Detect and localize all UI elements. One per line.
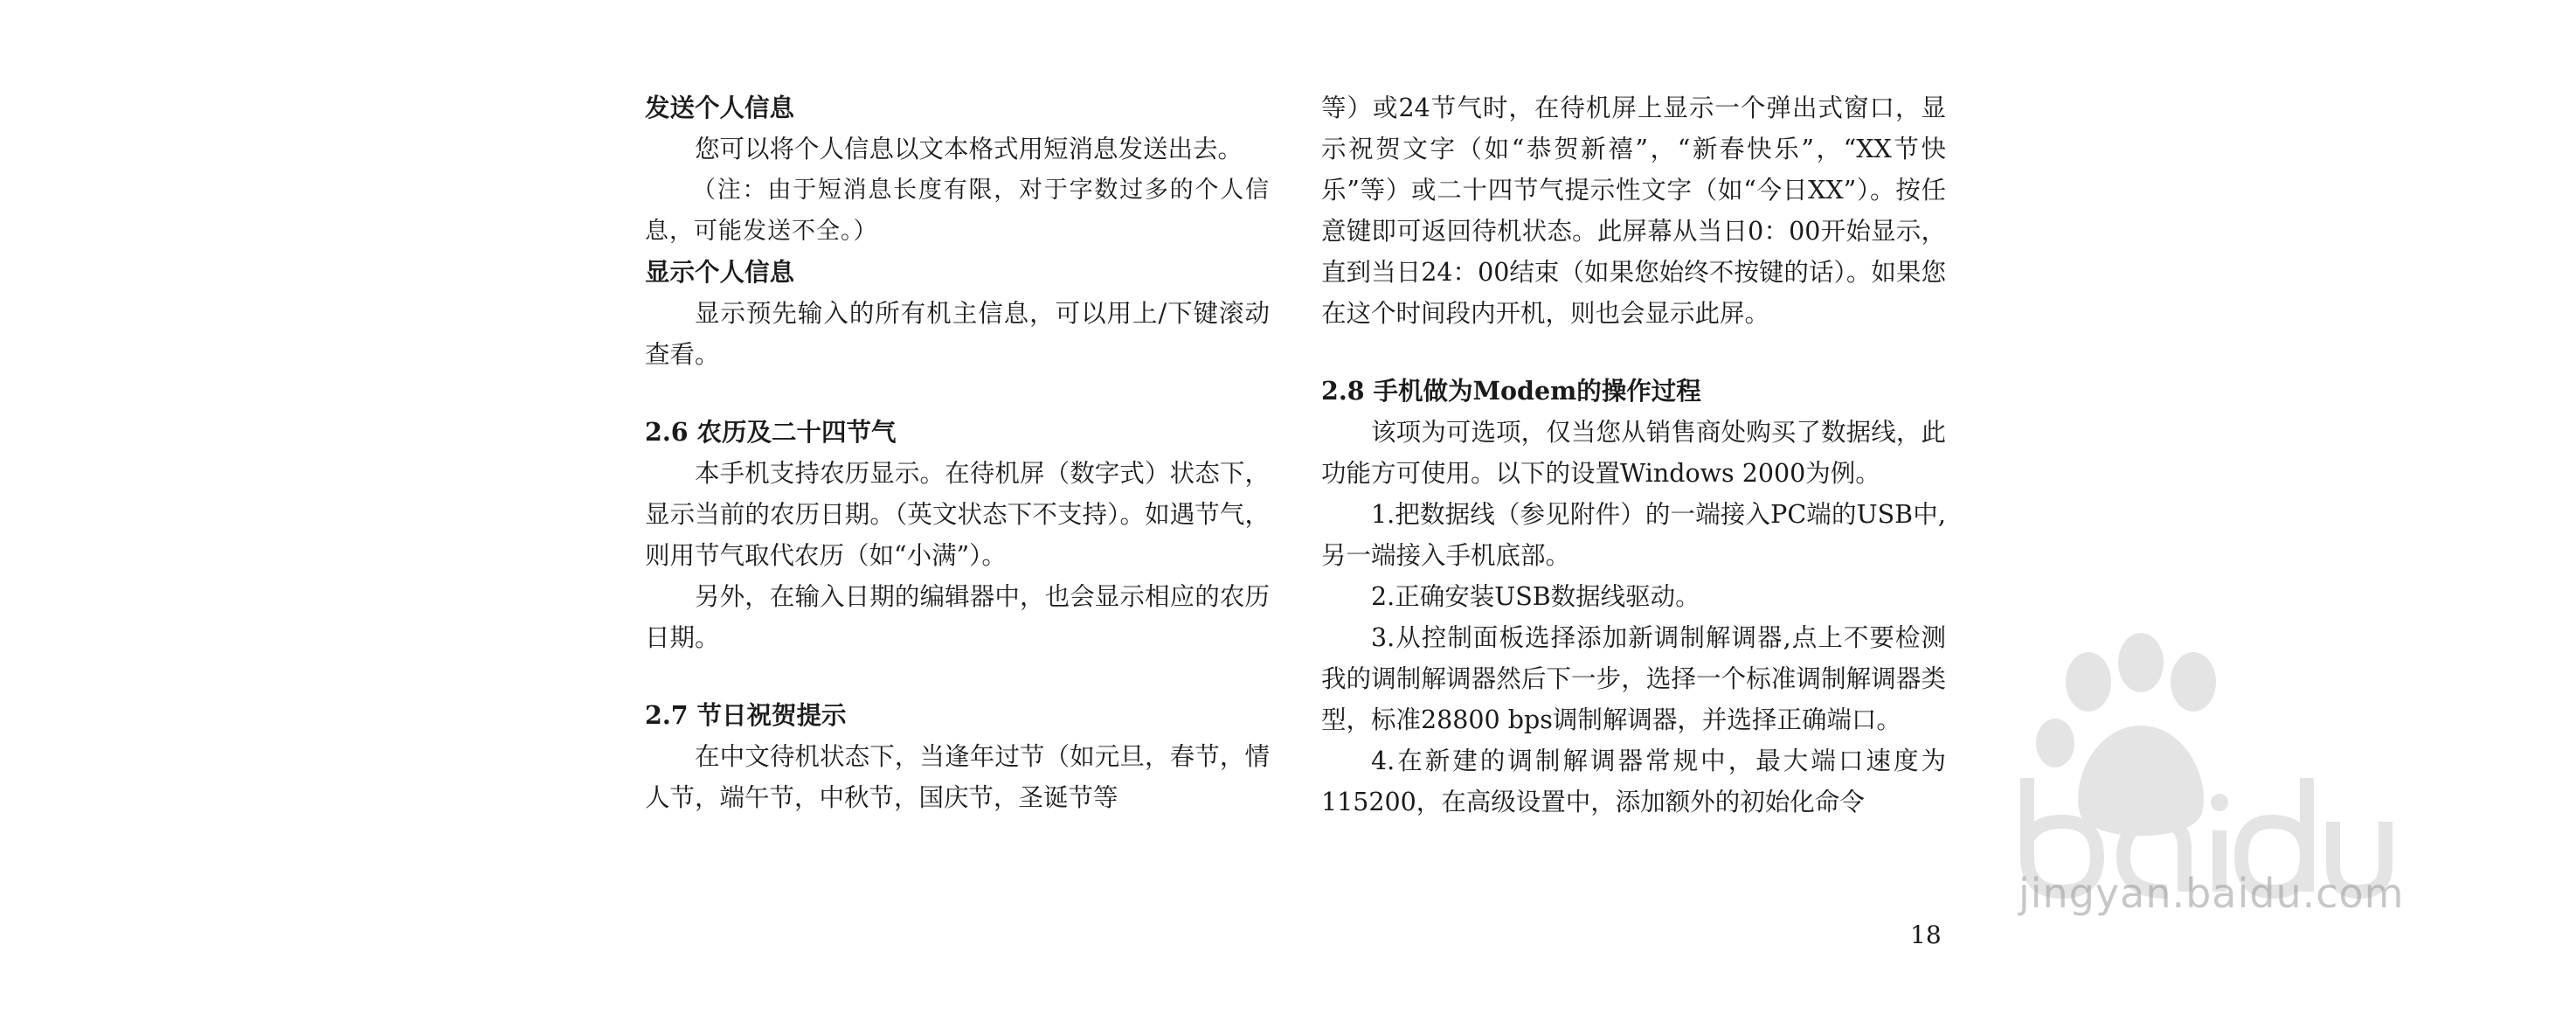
step-2: 2.正确安装USB数据线驱动。 — [1371, 582, 1700, 611]
right-column — [1321, 87, 1946, 823]
paragraph-holiday-continued: 等）或24节气时，在待机屏上显示一个弹出式窗口，显示祝贺文字（如“恭贺新禧”，“新春快乐”，“XX节快乐”等）或二十四节气提示性文字（如“今日XX”）。按任意键即可返回待机状态。此屏幕从当日0：00开始显示，直到当日24：00结束（如果您始终不按键的话）。如果您在这个时间段内开机，则也会显示此屏。 — [1321, 94, 1946, 328]
paragraph-lunar-editor: 另外，在输入日期的编辑器中，也会显示相应的农历日期。 — [645, 582, 1270, 652]
step-1: 1.把数据线（参见附件）的一端接入PC端的USB中,另一端接入手机底部。 — [1321, 500, 1946, 570]
section-heading-2-8: 2.8 手机做为Modem的操作过程 — [1321, 376, 1701, 406]
step-4: 4.在新建的调制解调器常规中，最大端口速度为115200，在高级设置中，添加额外的初始化命令 — [1321, 747, 1946, 816]
watermark-text: jingyan.baidu.com — [2019, 870, 2405, 917]
section-heading-2-6: 2.6 农历及二十四节气 — [645, 417, 897, 447]
section-heading-2-7: 2.7 节日祝贺提示 — [645, 700, 847, 730]
left-column — [645, 87, 1270, 818]
paragraph-lunar-display: 本手机支持农历显示。在待机屏（数字式）状态下，显示当前的农历日期。（英文状态下不支持）。如遇节气，则用节气取代农历（如“小满”）。 — [645, 459, 1270, 570]
paragraph-modem-intro: 该项为可选项，仅当您从销售商处购买了数据线，此功能方可使用。以下的设置Windows 2000为例。 — [1321, 418, 1946, 488]
paragraph-send-personal-info: 您可以将个人信息以文本格式用短消息发送出去。 — [695, 135, 1243, 163]
note-message-length: （注：由于短消息长度有限，对于字数过多的个人信息，可能发送不全。） — [645, 177, 1270, 245]
heading-show-personal-info: 显示个人信息 — [645, 257, 795, 287]
paragraph-show-personal-info: 显示预先输入的所有机主信息，可以用上/下键滚动查看。 — [645, 299, 1270, 369]
page-number: 18 — [1910, 920, 1942, 949]
heading-send-personal-info: 发送个人信息 — [645, 93, 795, 122]
step-3: 3.从控制面板选择添加新调制解调器,点上不要检测我的调制解调器然后下一步，选择一个标准调制解调器类型，标准28800 bps调制解调器，并选择正确端口。 — [1321, 623, 1946, 734]
paragraph-holiday-greeting: 在中文待机状态下，当逢年过节（如元旦，春节，情人节，端午节，中秋节，国庆节，圣诞节等 — [645, 742, 1270, 812]
